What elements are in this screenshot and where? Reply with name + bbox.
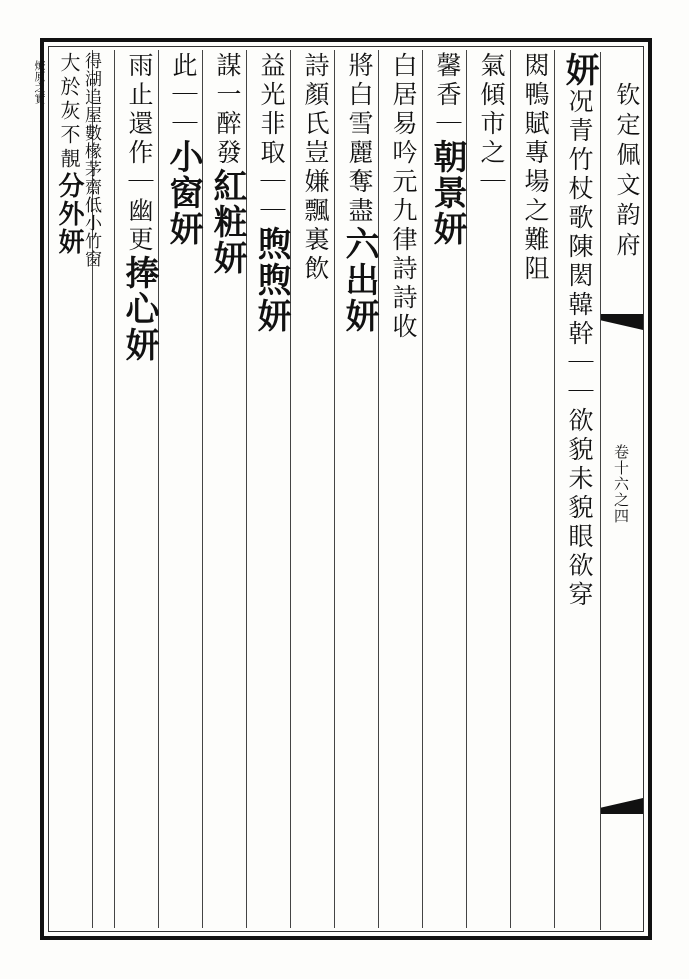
text-column — [204, 52, 250, 930]
text-column — [424, 52, 470, 930]
column-text: 得湖追屋數椽茅齋低小竹窗 — [81, 52, 101, 268]
text-column — [248, 52, 294, 930]
column-text: 大於灰不靚 — [57, 52, 81, 172]
column-text: 將白雪麗奪盡 — [345, 52, 374, 226]
text-column — [160, 52, 206, 930]
text-column-edge — [33, 60, 62, 938]
text-column — [292, 52, 338, 930]
headword: 朝景妍 — [427, 139, 467, 247]
headword: 紅粧妍 — [207, 168, 247, 276]
volume-label: 卷十六之四 — [612, 444, 630, 524]
column-text: 白居易吟元九律詩詩收 — [389, 52, 418, 342]
headword: 小窗妍 — [163, 139, 203, 247]
text-column — [54, 52, 92, 930]
column-text: 益光非取｜｜ — [257, 52, 286, 226]
column-text: 馨香｜ — [433, 52, 462, 139]
headword: 分外妍 — [54, 172, 84, 256]
center-margin — [600, 52, 643, 930]
text-column — [512, 52, 558, 930]
column-rule — [114, 50, 115, 928]
column-text: 氣傾市之｜ — [477, 52, 506, 197]
column-text: 燎原之實 — [33, 60, 46, 104]
text-column — [468, 52, 514, 930]
fishtail-mark-bottom — [601, 798, 643, 814]
column-text: 此｜｜ — [169, 52, 198, 139]
headword: 捧心妍 — [119, 255, 159, 363]
headword: 妍 — [559, 52, 599, 88]
text-column — [336, 52, 382, 930]
text-column — [116, 52, 162, 930]
text-column — [380, 52, 426, 930]
column-text: 况青竹杖歌陳閎韓幹｜｜欲貌未貌眼欲穿 — [565, 88, 594, 610]
headword: 煦煦妍 — [251, 226, 291, 334]
column-text: 謀一醉發 — [213, 52, 242, 168]
headword: 六出妍 — [339, 226, 379, 334]
text-column — [556, 52, 602, 930]
book-title: 钦定佩文韵府 — [612, 82, 640, 262]
text-column-narrow — [81, 52, 114, 930]
column-text: 詩顏氏豈嫌飄裏飲 — [301, 52, 330, 284]
column-text: 雨止還作｜幽更 — [125, 52, 154, 255]
fishtail-mark-top — [601, 314, 643, 330]
column-text: 閦鴨賦專場之難阻 — [521, 52, 550, 284]
